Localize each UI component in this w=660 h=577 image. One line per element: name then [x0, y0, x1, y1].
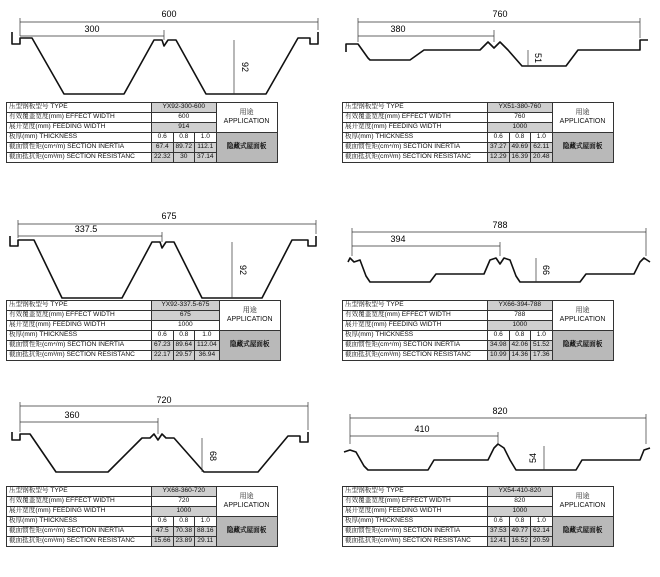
resistance-value: 22.32: [152, 153, 174, 163]
inertia-value: 42.06: [509, 341, 531, 351]
thickness-value: 0.6: [152, 517, 174, 527]
thickness-value: 0.6: [152, 133, 174, 143]
application-header: [552, 301, 613, 331]
thickness-value: 0.8: [173, 133, 195, 143]
model-value: YX92-337.5-675: [152, 301, 220, 311]
profile-drawing: [4, 396, 322, 492]
application-en: APPLICATION: [559, 117, 606, 125]
resistance-value: 16.52: [509, 537, 531, 547]
effect-width-value: 600: [152, 113, 217, 123]
height-dimension: 92: [238, 264, 248, 276]
application-cn: 用途: [242, 307, 257, 315]
inertia-value: 70.38: [173, 527, 195, 537]
resistance-value: 20.48: [531, 153, 553, 163]
application-cn: 用途: [575, 109, 590, 117]
thickness-label: 板厚(mm) THICKNESS: [343, 133, 488, 143]
feeding-width-label: 展开宽度(mm) FEEDING WIDTH: [343, 321, 488, 331]
application-cn: 用途: [575, 493, 590, 501]
effect-width-value: 675: [152, 311, 220, 321]
thickness-label: 板厚(mm) THICKNESS: [7, 517, 152, 527]
inertia-value: 37.27: [488, 143, 510, 153]
thickness-value: 1.0: [195, 331, 220, 341]
feeding-width-label: 展开宽度(mm) FEEDING WIDTH: [343, 507, 488, 517]
model-value: YX92-300-600: [152, 103, 217, 113]
half-width-dimension: 394: [390, 234, 406, 244]
model-value: YX68-360-720: [152, 487, 217, 497]
resistance-value: 29.11: [195, 537, 217, 547]
half-width-dimension: 410: [414, 424, 430, 434]
feeding-width-value: 914: [152, 123, 217, 133]
resistance-value: 16.39: [509, 153, 531, 163]
spec-table: [342, 102, 614, 163]
resistance-label: 截面抵抗矩(cm³/m) SECTION RESISTANC: [343, 537, 488, 547]
model-label: 压型钢板型号 TYPE: [343, 103, 488, 113]
height-dimension: 51: [533, 52, 543, 64]
profile-drawing: [340, 2, 658, 98]
inertia-label: 截面惯性矩(cm⁴/m) SECTION INERTIA: [7, 527, 152, 537]
thickness-value: 0.8: [173, 331, 195, 341]
half-width-dimension: 300: [84, 24, 100, 34]
spec-table: [342, 486, 614, 547]
thickness-value: 0.6: [488, 517, 510, 527]
spec-table: [6, 300, 281, 361]
model-value: YX54-410-820: [488, 487, 553, 497]
application-header: [552, 103, 613, 133]
total-width-dimension: 788: [492, 220, 508, 230]
resistance-value: 22.17: [152, 351, 174, 361]
application-en: APPLICATION: [223, 501, 270, 509]
model-value: YX51-380-760: [488, 103, 553, 113]
application-category: 隐藏式屋面板: [219, 331, 280, 361]
inertia-value: 112.04: [195, 341, 220, 351]
resistance-label: 截面抵抗矩(cm³/m) SECTION RESISTANC: [7, 153, 152, 163]
application-header: [552, 487, 613, 517]
feeding-width-value: 1000: [488, 507, 553, 517]
total-width-dimension: 720: [156, 395, 172, 405]
resistance-value: 20.59: [531, 537, 553, 547]
effect-width-label: 有效覆盖宽度(mm) EFFECT WIDTH: [7, 497, 152, 507]
application-cn: 用途: [575, 307, 590, 315]
effect-width-value: 788: [488, 311, 553, 321]
effect-width-label: 有效覆盖宽度(mm) EFFECT WIDTH: [343, 113, 488, 123]
application-category: 隐藏式屋面板: [216, 133, 277, 163]
inertia-value: 49.69: [509, 143, 531, 153]
resistance-label: 截面抵抗矩(cm³/m) SECTION RESISTANC: [343, 153, 488, 163]
resistance-value: 10.99: [488, 351, 510, 361]
resistance-value: 23.89: [173, 537, 195, 547]
inertia-value: 112.1: [195, 143, 217, 153]
total-width-dimension: 675: [161, 211, 177, 221]
effect-width-label: 有效覆盖宽度(mm) EFFECT WIDTH: [7, 113, 152, 123]
half-width-dimension: 380: [390, 24, 406, 34]
application-cn: 用途: [239, 493, 254, 501]
application-category: 隐藏式屋面板: [552, 517, 613, 547]
effect-width-label: 有效覆盖宽度(mm) EFFECT WIDTH: [343, 497, 488, 507]
thickness-value: 1.0: [531, 331, 553, 341]
resistance-value: 30: [173, 153, 195, 163]
inertia-label: 截面惯性矩(cm⁴/m) SECTION INERTIA: [343, 527, 488, 537]
resistance-label: 截面抵抗矩(cm³/m) SECTION RESISTANC: [343, 351, 488, 361]
model-label: 压型钢板型号 TYPE: [7, 301, 152, 311]
inertia-value: 51.52: [531, 341, 553, 351]
spec-table: [6, 102, 278, 163]
inertia-value: 37.53: [488, 527, 510, 537]
inertia-label: 截面惯性矩(cm⁴/m) SECTION INERTIA: [343, 341, 488, 351]
feeding-width-label: 展开宽度(mm) FEEDING WIDTH: [343, 123, 488, 133]
model-label: 压型钢板型号 TYPE: [343, 487, 488, 497]
height-dimension: 68: [208, 450, 218, 462]
total-width-dimension: 600: [161, 9, 177, 19]
resistance-value: 12.41: [488, 537, 510, 547]
inertia-value: 49.77: [509, 527, 531, 537]
thickness-value: 0.8: [509, 517, 531, 527]
resistance-label: 截面抵抗矩(cm³/m) SECTION RESISTANC: [7, 351, 152, 361]
effect-width-label: 有效覆盖宽度(mm) EFFECT WIDTH: [7, 311, 152, 321]
thickness-value: 1.0: [195, 517, 217, 527]
thickness-value: 0.8: [509, 133, 531, 143]
feeding-width-value: 1000: [488, 123, 553, 133]
resistance-value: 36.94: [195, 351, 220, 361]
inertia-label: 截面惯性矩(cm⁴/m) SECTION INERTIA: [7, 143, 152, 153]
inertia-value: 47.5: [152, 527, 174, 537]
inertia-value: 88.16: [195, 527, 217, 537]
feeding-width-label: 展开宽度(mm) FEEDING WIDTH: [7, 321, 152, 331]
application-en: APPLICATION: [559, 501, 606, 509]
application-category: 隐藏式屋面板: [552, 331, 613, 361]
application-header: [219, 301, 280, 331]
effect-width-value: 720: [152, 497, 217, 507]
resistance-label: 截面抵抗矩(cm³/m) SECTION RESISTANC: [7, 537, 152, 547]
resistance-value: 29.57: [173, 351, 195, 361]
feeding-width-value: 1000: [152, 507, 217, 517]
inertia-value: 89.64: [173, 341, 195, 351]
thickness-label: 板厚(mm) THICKNESS: [7, 133, 152, 143]
half-width-dimension: 337.5: [74, 224, 98, 234]
inertia-value: 67.23: [152, 341, 174, 351]
model-label: 压型钢板型号 TYPE: [7, 487, 152, 497]
inertia-value: 89.72: [173, 143, 195, 153]
thickness-value: 0.8: [509, 331, 531, 341]
application-en: APPLICATION: [223, 117, 270, 125]
resistance-value: 12.29: [488, 153, 510, 163]
resistance-value: 14.36: [509, 351, 531, 361]
thickness-value: 0.6: [488, 133, 510, 143]
height-dimension: 54: [528, 452, 538, 464]
profile-drawing: [4, 2, 322, 98]
thickness-label: 板厚(mm) THICKNESS: [343, 517, 488, 527]
feeding-width-value: 1000: [488, 321, 553, 331]
spec-table: [6, 486, 278, 547]
effect-width-value: 760: [488, 113, 553, 123]
feeding-width-value: 1000: [152, 321, 220, 331]
thickness-value: 1.0: [531, 133, 553, 143]
inertia-value: 67.4: [152, 143, 174, 153]
height-dimension: 66: [541, 264, 551, 276]
total-width-dimension: 760: [492, 9, 508, 19]
thickness-label: 板厚(mm) THICKNESS: [343, 331, 488, 341]
effect-width-label: 有效覆盖宽度(mm) EFFECT WIDTH: [343, 311, 488, 321]
feeding-width-label: 展开宽度(mm) FEEDING WIDTH: [7, 507, 152, 517]
effect-width-value: 820: [488, 497, 553, 507]
inertia-label: 截面惯性矩(cm⁴/m) SECTION INERTIA: [7, 341, 152, 351]
half-width-dimension: 360: [64, 410, 80, 420]
resistance-value: 37.14: [195, 153, 217, 163]
application-header: [216, 487, 277, 517]
total-width-dimension: 820: [492, 406, 508, 416]
model-value: YX66-394-788: [488, 301, 553, 311]
inertia-value: 34.98: [488, 341, 510, 351]
application-cn: 用途: [239, 109, 254, 117]
spec-table: [342, 300, 614, 361]
resistance-value: 17.36: [531, 351, 553, 361]
thickness-value: 0.6: [488, 331, 510, 341]
thickness-value: 1.0: [195, 133, 217, 143]
inertia-label: 截面惯性矩(cm⁴/m) SECTION INERTIA: [343, 143, 488, 153]
feeding-width-label: 展开宽度(mm) FEEDING WIDTH: [7, 123, 152, 133]
inertia-value: 62.11: [531, 143, 553, 153]
model-label: 压型钢板型号 TYPE: [7, 103, 152, 113]
thickness-label: 板厚(mm) THICKNESS: [7, 331, 152, 341]
application-category: 隐藏式屋面板: [552, 133, 613, 163]
application-en: APPLICATION: [559, 315, 606, 323]
model-label: 压型钢板型号 TYPE: [343, 301, 488, 311]
application-en: APPLICATION: [226, 315, 273, 323]
thickness-value: 0.6: [152, 331, 174, 341]
thickness-value: 1.0: [531, 517, 553, 527]
resistance-value: 15.66: [152, 537, 174, 547]
thickness-value: 0.8: [173, 517, 195, 527]
application-category: 隐藏式屋面板: [216, 517, 277, 547]
height-dimension: 92: [240, 61, 250, 73]
profile-drawing: [4, 206, 322, 302]
inertia-value: 62.14: [531, 527, 553, 537]
application-header: [216, 103, 277, 133]
